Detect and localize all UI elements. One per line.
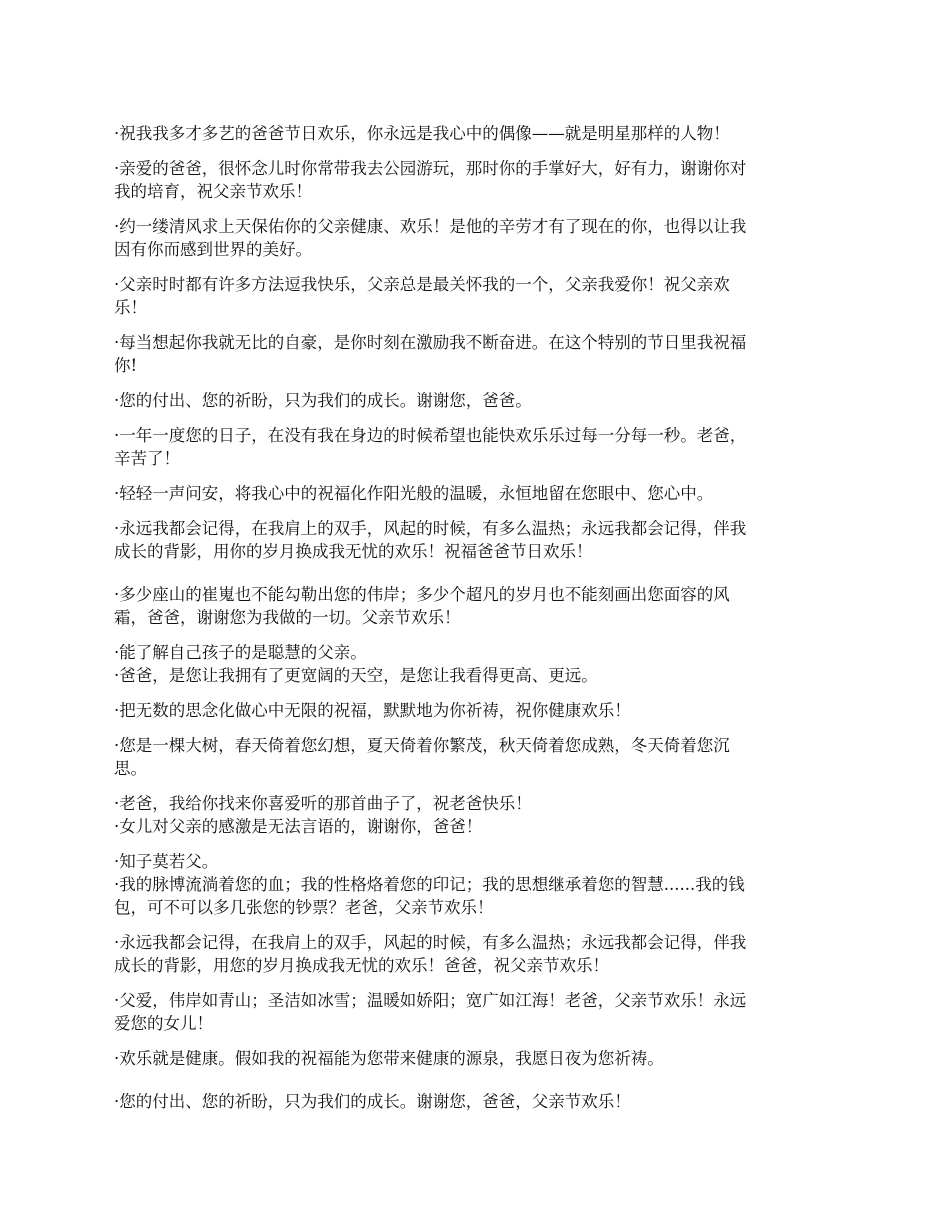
text-line: 你! bbox=[114, 356, 138, 375]
text-line: ·多少座山的崔嵬也不能勾勒出您的伟岸；多少个超凡的岁月也不能刻画出您面容的风 bbox=[114, 585, 730, 604]
text-line: ·每当想起你我就无比的自豪，是你时刻在激励我不断奋进。在这个特别的节日里我祝福 bbox=[114, 333, 747, 352]
paragraph bbox=[114, 157, 830, 203]
paragraph bbox=[114, 583, 830, 629]
text-line: 成长的背影，用你的岁月换成我无忧的欢乐！祝福爸爸节日欢乐！ bbox=[114, 542, 593, 561]
paragraph bbox=[114, 331, 830, 377]
text-line: ·把无数的思念化做心中无限的祝福，默默地为你祈祷，祝你健康欢乐！ bbox=[114, 701, 631, 720]
paragraph bbox=[114, 215, 830, 261]
paragraph bbox=[114, 989, 830, 1035]
text-line: ·一年一度您的日子，在没有我在身边的时候希望也能快欢乐乐过每一分每一秒。老爸， bbox=[114, 426, 747, 445]
text-line: 爱您的女儿！ bbox=[114, 1014, 213, 1033]
paragraph bbox=[114, 641, 830, 687]
text-line: ·您的付出、您的祈盼，只为我们的成长。谢谢您，爸爸，父亲节欢乐！ bbox=[114, 1092, 631, 1111]
text-line: ·祝我我多才多艺的爸爸节日欢乐，你永远是我心中的偶像——就是明星那样的人物！ bbox=[114, 124, 730, 143]
paragraph bbox=[114, 482, 830, 505]
text-line: ·女儿对父亲的感激是无法言语的，谢谢你，爸爸！ bbox=[114, 817, 483, 836]
text-line: ·轻轻一声问安，将我心中的祝福化作阳光般的温暖，永恒地留在您眼中、您心中。 bbox=[114, 484, 714, 503]
text-line: ·父爱，伟岸如青山；圣洁如冰雪；温暖如娇阳；宽广如江海！老爸，父亲节欢乐！永远 bbox=[114, 991, 747, 1010]
text-line: ·我的脉博流淌着您的血；我的性格烙着您的印记；我的思想继承着您的智慧......我的钱 bbox=[114, 875, 745, 894]
paragraph bbox=[114, 931, 830, 977]
paragraph bbox=[114, 1090, 830, 1113]
text-line: 乐！ bbox=[114, 298, 147, 317]
paragraph bbox=[114, 273, 830, 319]
paragraph bbox=[114, 699, 830, 722]
text-line: ·亲爱的爸爸，很怀念儿时你常带我去公园游玩，那时你的手掌好大，好有力，谢谢你对 bbox=[114, 159, 747, 178]
paragraph bbox=[114, 517, 830, 563]
text-line: ·约一缕清风求上天保佑你的父亲健康、欢乐！是他的辛劳才有了现在的你，也得以让我 bbox=[114, 217, 747, 236]
text-line: 霜，爸爸，谢谢您为我做的一切。父亲节欢乐！ bbox=[114, 608, 461, 627]
text-line: ·欢乐就是健康。假如我的祝福能为您带来健康的源泉，我愿日夜为您祈祷。 bbox=[114, 1049, 664, 1068]
paragraph bbox=[114, 792, 830, 838]
paragraph bbox=[114, 1047, 830, 1070]
text-line: ·永远我都会记得，在我肩上的双手，风起的时候，有多么温热；永远我都会记得，伴我 bbox=[114, 519, 747, 538]
text-line: 辛苦了！ bbox=[114, 449, 180, 468]
text-line: ·爸爸，是您让我拥有了更宽阔的天空，是您让我看得更高、更远。 bbox=[114, 666, 598, 685]
paragraph bbox=[114, 389, 830, 412]
paragraph bbox=[114, 424, 830, 470]
paragraph bbox=[114, 850, 830, 919]
text-line: ·您是一棵大树，春天倚着您幻想，夏天倚着你繁茂，秋天倚着您成熟，冬天倚着您沉 bbox=[114, 736, 730, 755]
text-line: ·永远我都会记得，在我肩上的双手，风起的时候，有多么温热；永远我都会记得，伴我 bbox=[114, 933, 747, 952]
text-line: ·能了解自己孩子的是聪慧的父亲。 bbox=[114, 643, 367, 662]
text-line: ·老爸，我给你找来你喜爱听的那首曲子了，祝老爸快乐！ bbox=[114, 794, 532, 813]
text-line: ·您的付出、您的祈盼，只为我们的成长。谢谢您，爸爸。 bbox=[114, 391, 532, 410]
text-line: ·父亲时时都有许多方法逗我快乐，父亲总是最关怀我的一个，父亲我爱你！祝父亲欢 bbox=[114, 275, 730, 294]
text-line: 我的培育，祝父亲节欢乐！ bbox=[114, 182, 312, 201]
text-line: 因有你而感到世界的美好。 bbox=[114, 240, 312, 259]
text-line: 思。 bbox=[114, 759, 147, 778]
paragraph bbox=[114, 734, 830, 780]
document-page bbox=[114, 122, 830, 1113]
text-line: 成长的背影，用您的岁月换成我无忧的欢乐！爸爸，祝父亲节欢乐！ bbox=[114, 956, 609, 975]
paragraph bbox=[114, 122, 830, 145]
text-line: 包，可不可以多几张您的钞票？老爸，父亲节欢乐！ bbox=[114, 898, 494, 917]
text-line: ·知子莫若父。 bbox=[114, 852, 219, 871]
